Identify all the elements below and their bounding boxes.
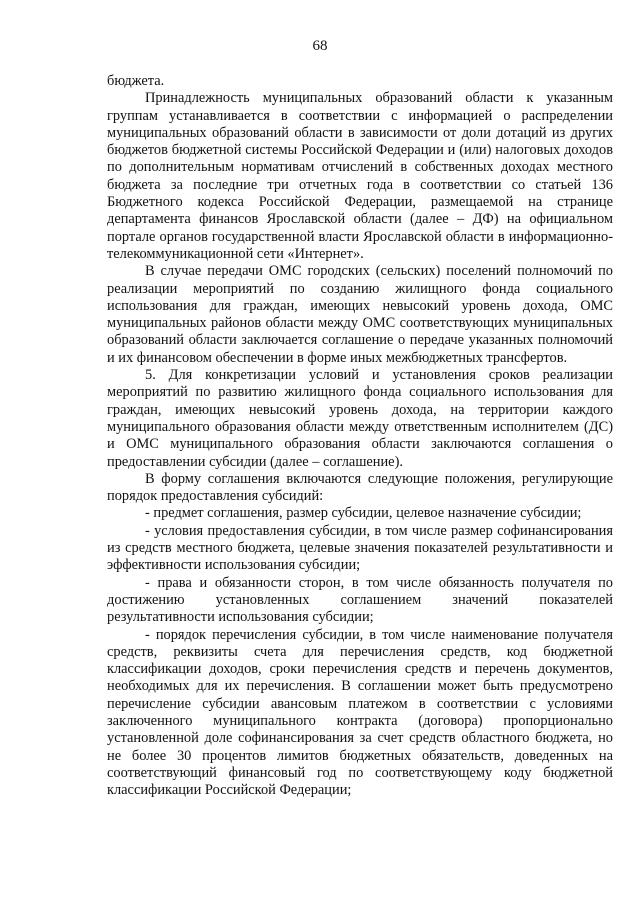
list-item-transfer-order: - порядок перечисления субсидии, в том числе наименование получателя средств, реквизиты счета для перечисления средств, код бюджетной классификации доходов, сроки перечисления средств и перечень документов, необходимых для их перечисления. В соглашении может быть предусмотрено перечисление субсидии авансовым платежом в соответствии с условиями заключенного муниципального контракта (договора) пропорционально установленной доле софинансирования за счет средств областного бюджета, но не более 30 процентов лимитов бюджетных обязательств, доведенных на соответствующий финансовый год по соответствующему коду бюджетной классификации Российской Федерации;: [107, 626, 613, 799]
paragraph-municipal-groups: Принадлежность муниципальных образований области к указанным группам устанавливается в соответствии с информацией о распределении муниципальных образований области в зависимости от доли дотаций из других бюджетов бюджетной системы Российской Федерации и (или) налоговых доходов по дополнительным нормативам отчислений в собственных доходах местного бюджета за последние три отчетных года в соответствии со статьей 136 Бюджетного кодекса Российской Федерации, размещаемой на странице департамента финансов Ярославской области (далее – ДФ) на официальном портале органов государственной власти Ярославской области в информационно-телекоммуникационной сети «Интернет».: [107, 90, 613, 262]
paragraph-agreement-form: В форму соглашения включаются следующие положения, регулирующие порядок предоставления субсидий:: [107, 470, 613, 505]
list-item-rights: - права и обязанности сторон, в том числе обязанность получателя по достижению установленных соглашением значений показателей результативности использования субсидии;: [107, 574, 613, 626]
list-item-subject: - предмет соглашения, размер субсидии, целевое назначение субсидии;: [145, 505, 582, 522]
document-body: [107, 73, 613, 799]
paragraph-powers-transfer: В случае передачи ОМС городских (сельских) поселений полномочий по реализации мероприятий по созданию жилищного фонда социального использования для граждан, имеющих невысокий уровень дохода, ОМС муниципальных районов области между ОМС соответствующих муниципальных образований области заключается соглашение о передаче указанных полномочий и их финансовом обеспечении в форме иных межбюджетных трансфертов.: [107, 263, 613, 366]
paragraph-continuation: бюджета.: [107, 73, 165, 89]
list-item-conditions: - условия предоставления субсидии, в том числе размер софинансирования из средств местного бюджета, целевые значения показателей результативности и эффективности использования субсидии;: [107, 522, 613, 574]
paragraph-agreements: 5. Для конкретизации условий и установления сроков реализации мероприятий по развитию жилищного фонда социального использования для граждан, имеющих невысокий уровень дохода, на территории каждого муниципального образования области между ответственным исполнителем (ДС) и ОМС муниципального образования области заключаются соглашения о предоставлении субсидии (далее – соглашение).: [107, 367, 613, 470]
page-number: 68: [312, 38, 328, 54]
